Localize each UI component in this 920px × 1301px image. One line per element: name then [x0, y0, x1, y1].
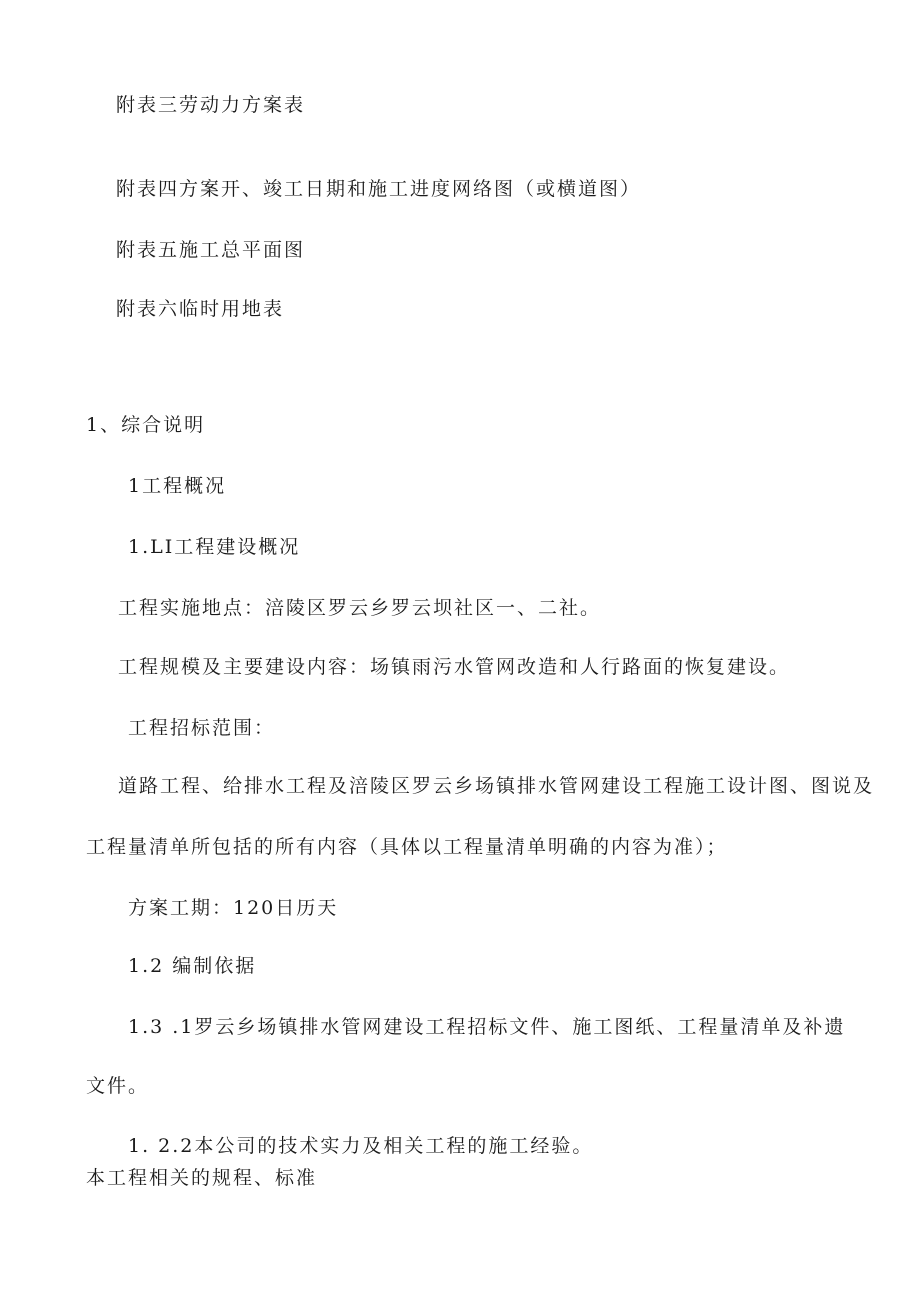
schedule-duration: 方案工期：120日历天: [128, 897, 339, 919]
subsection-project-overview: 1工程概况: [128, 475, 227, 497]
project-location: 工程实施地点：涪陵区罗云乡罗云坝社区一、二社。: [118, 597, 602, 619]
subsection-compilation-basis: 1.2 编制依据: [128, 955, 257, 977]
attachment-6: 附表六临时用地表: [116, 298, 285, 320]
bidding-scope-text-1: 道路工程、给排水工程及涪陵区罗云乡场镇排水管网建设工程施工设计图、图说及: [118, 775, 875, 797]
section-title: 1、综合说明: [86, 414, 206, 436]
bidding-scope-label: 工程招标范围：: [128, 717, 276, 739]
attachment-5: 附表五施工总平面图: [116, 239, 306, 261]
project-scale: 工程规模及主要建设内容：场镇雨污水管网改造和人行路面的恢复建设。: [118, 656, 791, 678]
attachment-4: 附表四方案开、竣工日期和施工进度网络图（或横道图）: [116, 178, 642, 200]
attachment-3: 附表三劳动力方案表: [116, 94, 306, 116]
bidding-scope-text-2: 工程量清单所包括的所有内容（具体以工程量清单明确的内容为准）；: [86, 836, 728, 858]
subsection-construction-overview: 1.LI工程建设概况: [128, 536, 301, 558]
basis-item-3: 本工程相关的规程、标准: [86, 1167, 318, 1189]
basis-item-2: 1. 2.2本公司的技术实力及相关工程的施工经验。: [128, 1135, 594, 1157]
basis-item-1-line-2: 文件。: [86, 1075, 150, 1097]
basis-item-1-line-1: 1.3 .1罗云乡场镇排水管网建设工程招标文件、施工图纸、工程量清单及补遗: [128, 1016, 846, 1038]
